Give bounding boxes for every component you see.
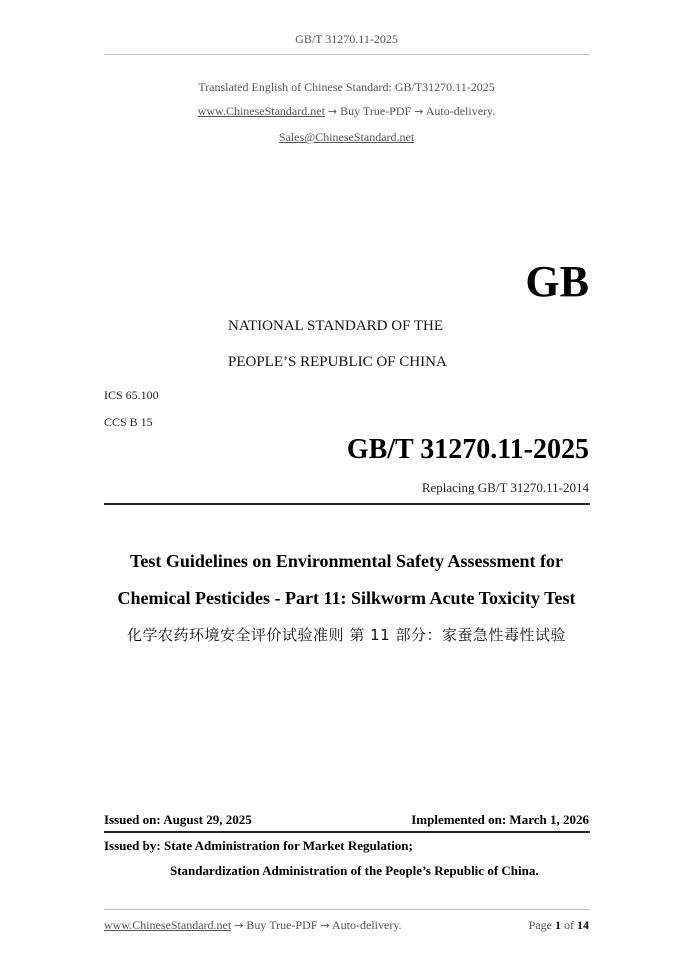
footer-auto-delivery-text: Auto-delivery.	[332, 918, 402, 932]
issued-on-date: Issued on: August 29, 2025	[104, 812, 252, 827]
page-of: of	[564, 918, 574, 932]
title-english-line-1: Test Guidelines on Environmental Safety Assessment for	[129, 551, 564, 571]
auto-delivery-text: Auto-delivery.	[425, 104, 496, 118]
buy-text: Buy True-PDF	[340, 104, 412, 118]
issued-by-line-2: Standardization Administration of the People’s Republic of China.	[170, 863, 539, 878]
footer-links	[104, 918, 402, 933]
email-link[interactable]: Sales@ChineseStandard.net	[278, 130, 415, 144]
standard-number: GB/T 31270.11-2025	[346, 434, 589, 465]
dates-divider	[104, 831, 590, 833]
replacing-note: Replacing GB/T 31270.11-2014	[421, 480, 589, 495]
running-header: GB/T 31270.11-2025	[295, 32, 398, 46]
national-standard-line-2: PEOPLE’S REPUBLIC OF CHINA	[228, 354, 447, 370]
implemented-on-date: Implemented on: March 1, 2026	[411, 812, 589, 827]
arrow-right-icon: →	[327, 105, 338, 118]
title-divider	[104, 503, 590, 505]
header-divider	[104, 54, 590, 55]
footer-buy-text: Buy True-PDF	[246, 918, 318, 932]
footer-divider	[104, 909, 590, 910]
arrow-right-icon: →	[320, 919, 330, 932]
arrow-right-icon: →	[414, 105, 424, 118]
footer-site-link[interactable]: www.ChineseStandard.net	[104, 918, 232, 932]
page-total: 14	[577, 918, 589, 932]
site-link[interactable]: www.ChineseStandard.net	[197, 104, 325, 118]
title-chinese: 化学农药环境安全评价试验准则 第 11 部分：家蚕急性毒性试验	[127, 626, 566, 644]
issued-by-line-1: Issued by: State Administration for Market Regulation;	[104, 838, 413, 853]
gb-mark: GB	[525, 257, 589, 306]
title-english-line-2: Chemical Pesticides - Part 11: Silkworm Acute Toxicity Test	[117, 588, 576, 608]
translation-notice: Translated English of Chinese Standard: GB/T31270.11-2025	[198, 80, 495, 94]
page-current: 1	[555, 918, 561, 932]
national-standard-line-1: NATIONAL STANDARD OF THE	[228, 318, 444, 334]
ics-code: ICS 65.100	[104, 388, 159, 402]
translation-links	[0, 104, 693, 119]
email-line	[0, 130, 693, 145]
page-label: Page	[528, 918, 552, 932]
arrow-right-icon: →	[234, 919, 244, 932]
ccs-code: CCS B 15	[104, 415, 153, 429]
page-indicator	[529, 918, 589, 933]
